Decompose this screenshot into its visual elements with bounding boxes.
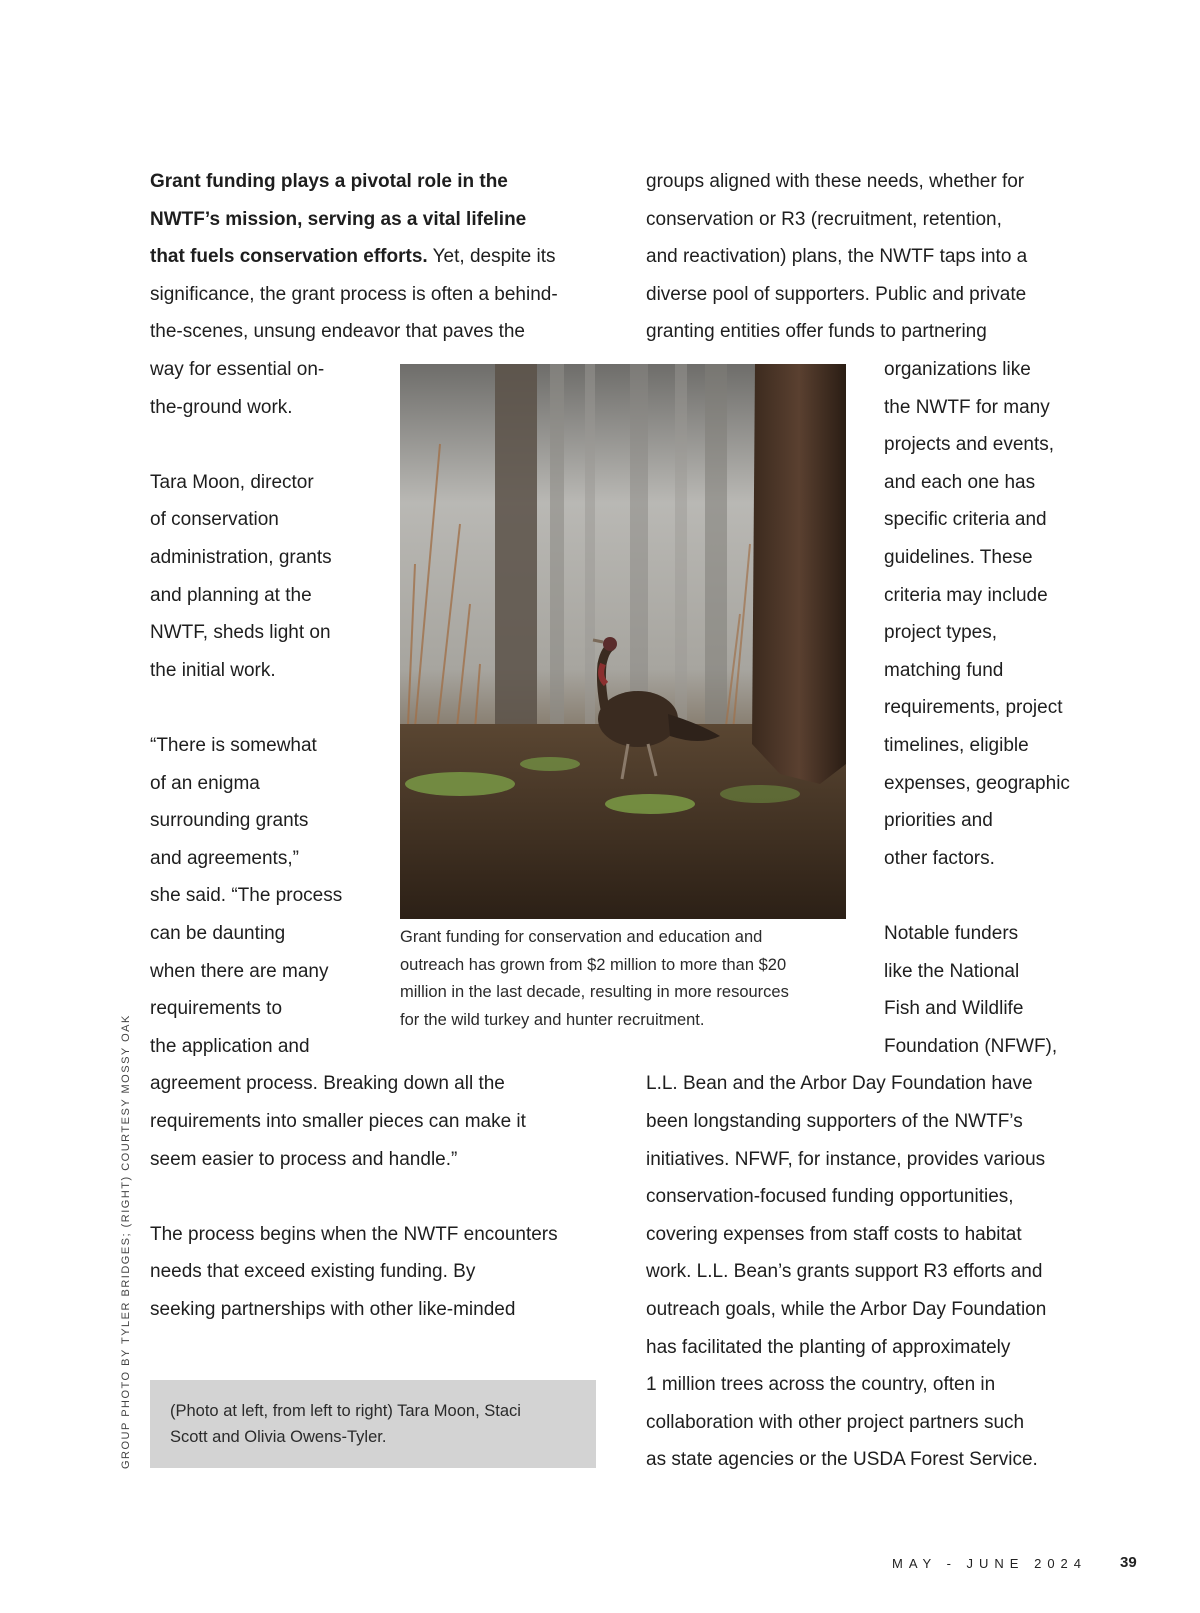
body-text-line <box>150 170 508 194</box>
body-text-line: the-ground work. <box>150 396 293 418</box>
body-text-line: outreach goals, while the Arbor Day Foundation <box>646 1299 1047 1320</box>
body-text-line: work. L.L. Bean’s grants support R3 efforts and <box>646 1261 1043 1283</box>
lead-in-text: the-scenes, unsung endeavor that paves the <box>150 321 525 343</box>
lead-in-bold: that fuels conservation efforts. <box>150 246 428 268</box>
body-text-line: requirements, project <box>884 697 1063 719</box>
body-text-line: agreement process. Breaking down all the <box>150 1073 505 1095</box>
photo-caption-line: outreach has grown from $2 million to more than $20 <box>400 955 787 974</box>
body-text-line <box>150 208 526 232</box>
photo-caption-line: million in the last decade, resulting in more resources <box>400 983 789 1001</box>
body-text-line <box>150 245 556 269</box>
body-text-line: requirements to <box>150 998 283 1020</box>
photo-credit: GROUP PHOTO BY TYLER BRIDGES; (RIGHT) COURTESY MOSSY OAK <box>120 1014 132 1469</box>
body-text-line: been longstanding supporters of the NWTF’s <box>646 1111 1023 1132</box>
body-text-line: surrounding grants <box>150 810 309 832</box>
body-text-line: L.L. Bean and the Arbor Day Foundation have <box>646 1073 1033 1095</box>
group-photo-caption-line: Scott and Olivia Owens-Tyler. <box>170 1428 387 1446</box>
body-text-line: and reactivation) plans, the NWTF taps into a <box>646 246 1028 268</box>
body-text-line: collaboration with other project partners such <box>646 1411 1025 1433</box>
photo-caption-line: Grant funding for conservation and education and <box>400 928 763 946</box>
body-text-line: Notable funders <box>884 923 1019 944</box>
body-text-line: “There is somewhat <box>150 735 317 756</box>
body-text-line: and planning at the <box>150 584 312 606</box>
body-text-line: Fish and Wildlife <box>884 998 1024 1020</box>
body-text-line: project types, <box>884 622 997 644</box>
body-text-line: seeking partnerships with other like-minded <box>150 1299 516 1320</box>
body-text-line: as state agencies or the USDA Forest Service. <box>646 1449 1038 1471</box>
body-text-line: the NWTF for many <box>884 396 1050 418</box>
group-photo-caption-line: (Photo at left, from left to right) Tara Moon, Staci <box>170 1402 521 1420</box>
lead-in-bold: NWTF’s mission, serving as a vital lifeline <box>150 208 527 230</box>
body-text-line: initiatives. NFWF, for instance, provides various <box>646 1148 1046 1170</box>
body-text-line: when there are many <box>150 960 329 982</box>
body-text-line <box>150 320 525 344</box>
body-text-line: can be daunting <box>150 923 286 944</box>
body-text-line: like the National <box>884 960 1020 982</box>
body-text-line: The process begins when the NWTF encounters <box>150 1223 558 1245</box>
body-text-line: way for essential on- <box>150 359 325 380</box>
body-text-line: covering expenses from staff costs to habitat <box>646 1223 1022 1245</box>
body-text-line: she said. “The process <box>150 885 343 907</box>
body-text-line: diverse pool of supporters. Public and private <box>646 283 1027 305</box>
body-text-line: needs that exceed existing funding. By <box>150 1261 476 1283</box>
body-text-line: priorities and <box>884 810 993 832</box>
body-text-line: conservation or R3 (recruitment, retention, <box>646 208 1002 230</box>
body-text-line: requirements into smaller pieces can make it <box>150 1111 526 1132</box>
body-text-line: conservation-focused funding opportunities, <box>646 1186 1014 1208</box>
body-text-line: Foundation (NFWF), <box>884 1035 1058 1057</box>
body-text-line <box>150 283 558 307</box>
body-text-line: the initial work. <box>150 659 276 681</box>
body-text-line: specific criteria and <box>884 509 1047 531</box>
body-text-line: timelines, eligible <box>884 735 1029 756</box>
lead-in-text: significance, the grant process is often a behind- <box>150 283 558 305</box>
body-text-line: the application and <box>150 1035 310 1057</box>
body-text-line: matching fund <box>884 659 1004 681</box>
turkey-photo <box>400 364 846 919</box>
body-text-line: has facilitated the planting of approximately <box>646 1336 1011 1358</box>
lead-in-text: Yet, despite its <box>427 246 556 268</box>
body-text-line: administration, grants <box>150 547 332 568</box>
body-text-line: groups aligned with these needs, whether for <box>646 171 1025 192</box>
photo-caption-line: for the wild turkey and hunter recruitment. <box>400 1010 705 1029</box>
body-text-line: Tara Moon, director <box>150 471 314 493</box>
body-text-line: 1 million trees across the country, often in <box>646 1374 996 1396</box>
body-text-line: and each one has <box>884 471 1036 493</box>
body-text-line: organizations like <box>884 359 1031 380</box>
page-number: 39 <box>1120 1554 1137 1571</box>
body-text-line: seem easier to process and handle.” <box>150 1148 458 1170</box>
footer-issue-date: MAY - JUNE 2024 <box>892 1556 1088 1571</box>
lead-in-bold: Grant funding plays a pivotal role in the <box>150 171 508 192</box>
body-text-line: other factors. <box>884 847 995 869</box>
body-text-line: of conservation <box>150 509 279 531</box>
body-text-line: expenses, geographic <box>884 772 1070 794</box>
body-text-line: criteria may include <box>884 584 1048 606</box>
body-text-line: of an enigma <box>150 772 260 794</box>
group-photo-caption-box <box>150 1380 596 1468</box>
body-text-line: granting entities offer funds to partnering <box>646 321 987 343</box>
body-text-line: NWTF, sheds light on <box>150 622 331 644</box>
body-text-line: projects and events, <box>884 434 1055 456</box>
body-text-line: and agreements,” <box>150 847 299 869</box>
body-text-line: guidelines. These <box>884 547 1033 568</box>
